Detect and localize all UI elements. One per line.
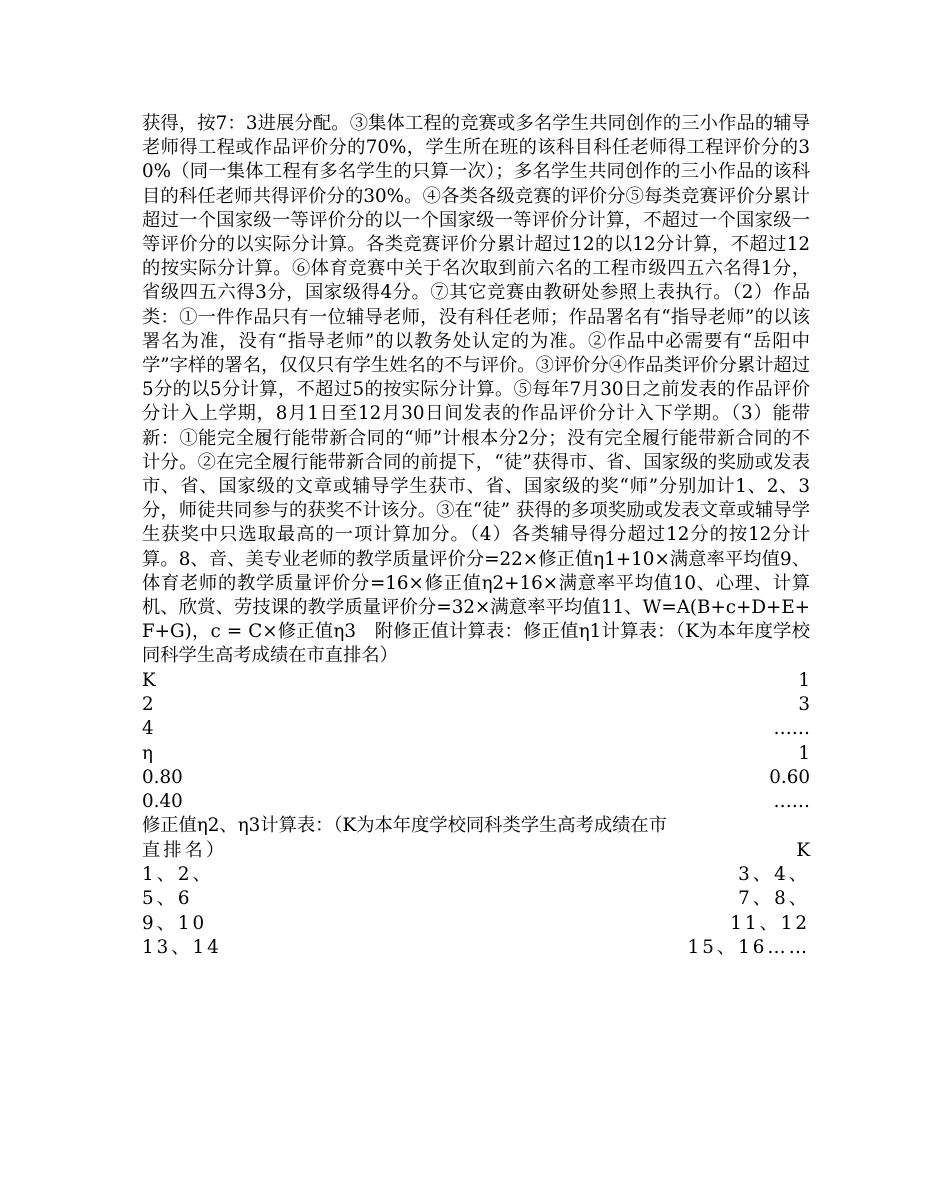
table-cell-right: 0.60: [769, 766, 810, 788]
table-cell-left: 2: [142, 693, 154, 715]
table-cell-left: 0.80: [142, 766, 183, 788]
table-cell-right: 1: [798, 669, 810, 691]
table-cell-left: 9、10: [142, 912, 208, 934]
eta2-eta3-table-heading: 修正值η2、η3计算表：（K为本年度学校同科类学生高考成绩在市: [142, 815, 667, 837]
table-row: [142, 693, 810, 717]
eta1-table: [142, 669, 810, 815]
table-row: [142, 669, 810, 693]
table-cell-right: 3、4、: [738, 863, 810, 885]
table-cell-left: 13、14: [142, 936, 222, 958]
table-cell-right: 11、12: [730, 912, 810, 934]
heading-tail-left: 直排名）: [142, 839, 228, 861]
table-cell-right: 1: [798, 742, 810, 764]
heading-tail-right: K: [796, 839, 810, 861]
table-cell-left: 1、2、: [142, 863, 214, 885]
table-cell-right: ……: [773, 718, 810, 740]
document-content: [142, 112, 810, 960]
table-cell-left: 5、6: [142, 888, 193, 910]
main-paragraph: 获得，按7：3进展分配。③集体工程的竞赛或多名学生共同创作的三小作品的辅导老师得工程或作品评价分的70%，学生所在班的该科目科任老师得工程评价分的30%（同一集体工程有多名学生的只算一次）；多名学生共同创作的三小作品的该科目的科任老师共得评价分的30%。④各类各级竞赛的评价分⑤每类竞赛评价分累计超过一个国家级一等评价分的以一个国家级一等评价分计算，不超过一个国家级一等评价分的以实际分计算。各类竞赛评价分累计超过12的以12分计算，不超过12的按实际分计算。⑥体育竞赛中关于名次取到前六名的工程市级四五六名得1分，省级四五六得3分，国家级得4分。⑦其它竞赛由教研处参照上表执行。（2）作品类：①一件作品只有一位辅导老师，没有科任老师；作品署名有“指导老师”的以该署名为准，没有“指导老师”的以教务处认定的为准。②作品中必需要有“岳阳中学”字样的署名，仅仅只有学生姓名的不与评价。③评价分④作品类评价分累计超过5分的以5分计算，不超过5的按实际分计算。⑤每年7月30日之前发表的作品评价分计入上学期，8月1日至12月30日间发表的作品评价分计入下学期。（3）能带新：①能完全履行能带新合同的“师”计根本分2分；没有完全履行能带新合同的不计分。②在完全履行能带新合同的前提下，“徒”获得市、省、国家级的奖励或发表市、省、国家级的文章或辅导学生获市、省、国家级的奖“师”分别加计1、2、3分，师徒共同参与的获奖不计该分。③在“徒” 获得的多项奖励或发表文章或辅导学生获奖中只选取最高的一项计算加分。（4）各类辅导得分超过12分的按12分计算。8、音、美专业老师的教学质量评价分=22×修正值η1+10×满意率平均值9、体育老师的教学质量评价分=16×修正值η2+16×满意率平均值10、心理、计算机、欣赏、劳技课的教学质量评价分=32×满意率平均值11、W=A(B+c+D+E+F+G)，c = C×修正值η3 附修正值计算表：修正值η1计算表：（K为本年度学校同科学生高考成绩在市直排名）: [142, 113, 810, 667]
table-row: [142, 766, 810, 790]
eta2-eta3-table-heading-tail: [142, 839, 810, 863]
table-row: [142, 912, 810, 936]
table-row: [142, 936, 810, 960]
table-cell-right: 3: [798, 693, 810, 715]
table-row: [142, 790, 810, 814]
table-cell-right: 7、8、: [738, 888, 810, 910]
table-row: [142, 887, 810, 911]
table-cell-left: 0.40: [142, 791, 183, 813]
table-cell-right: 15、16……: [687, 936, 810, 958]
table-row: [142, 717, 810, 741]
table-cell-left: η: [142, 742, 153, 764]
table-cell-left: 4: [142, 718, 154, 740]
table-row: [142, 742, 810, 766]
eta2-eta3-table: [142, 863, 810, 960]
table-cell-right: ……: [773, 791, 810, 813]
table-cell-left: K: [142, 669, 156, 691]
table-row: [142, 863, 810, 887]
